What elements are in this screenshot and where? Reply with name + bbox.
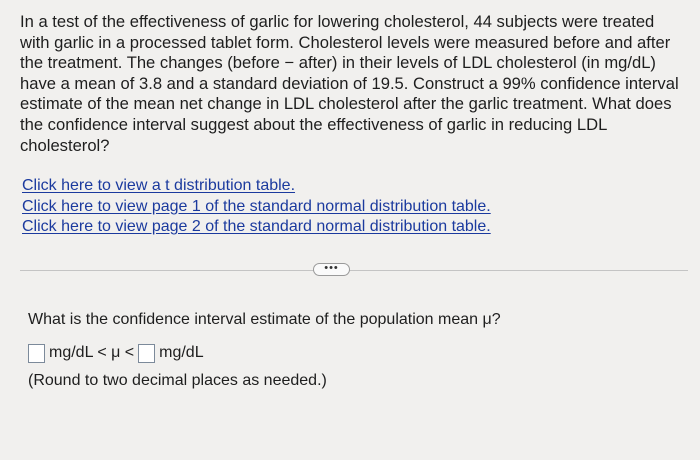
unit-inequality-label: mg/dL < μ < (49, 344, 135, 361)
question-text: What is the confidence interval estimate of the population mean μ? (28, 311, 501, 328)
problem-statement: In a test of the effectiveness of garlic for lowering cholesterol, 44 subjects were treated with garlic in a processed tablet form. Cholesterol levels were measured before and after the treatment. The changes (before − after) in their levels of LDL cholesterol (in mg/dL) have a mean of 3.8 and a standard deviation of 19.5. Construct a 99% confidence interval estimate of the mean net change in LDL cholesterol after the garlic treatment. What does the confidence interval suggest about the effectiveness of garlic in reducing LDL cholesterol? (20, 12, 679, 155)
section-divider (20, 270, 688, 271)
lower-bound-input[interactable] (28, 344, 45, 363)
t-distribution-table-link[interactable]: Click here to view a t distribution table. (22, 177, 296, 194)
table-links (22, 176, 491, 238)
ellipsis-icon: ••• (324, 261, 339, 274)
unit-label: mg/dL (159, 344, 204, 361)
expand-button[interactable] (313, 263, 350, 276)
normal-table-page1-link[interactable]: Click here to view page 1 of the standard normal distribution table. (22, 197, 491, 215)
upper-bound-input[interactable] (138, 344, 155, 363)
rounding-note: (Round to two decimal places as needed.) (28, 372, 327, 389)
normal-table-page2-link[interactable]: Click here to view page 2 of the standard normal distribution table. (22, 218, 491, 235)
answer-row (28, 343, 208, 363)
